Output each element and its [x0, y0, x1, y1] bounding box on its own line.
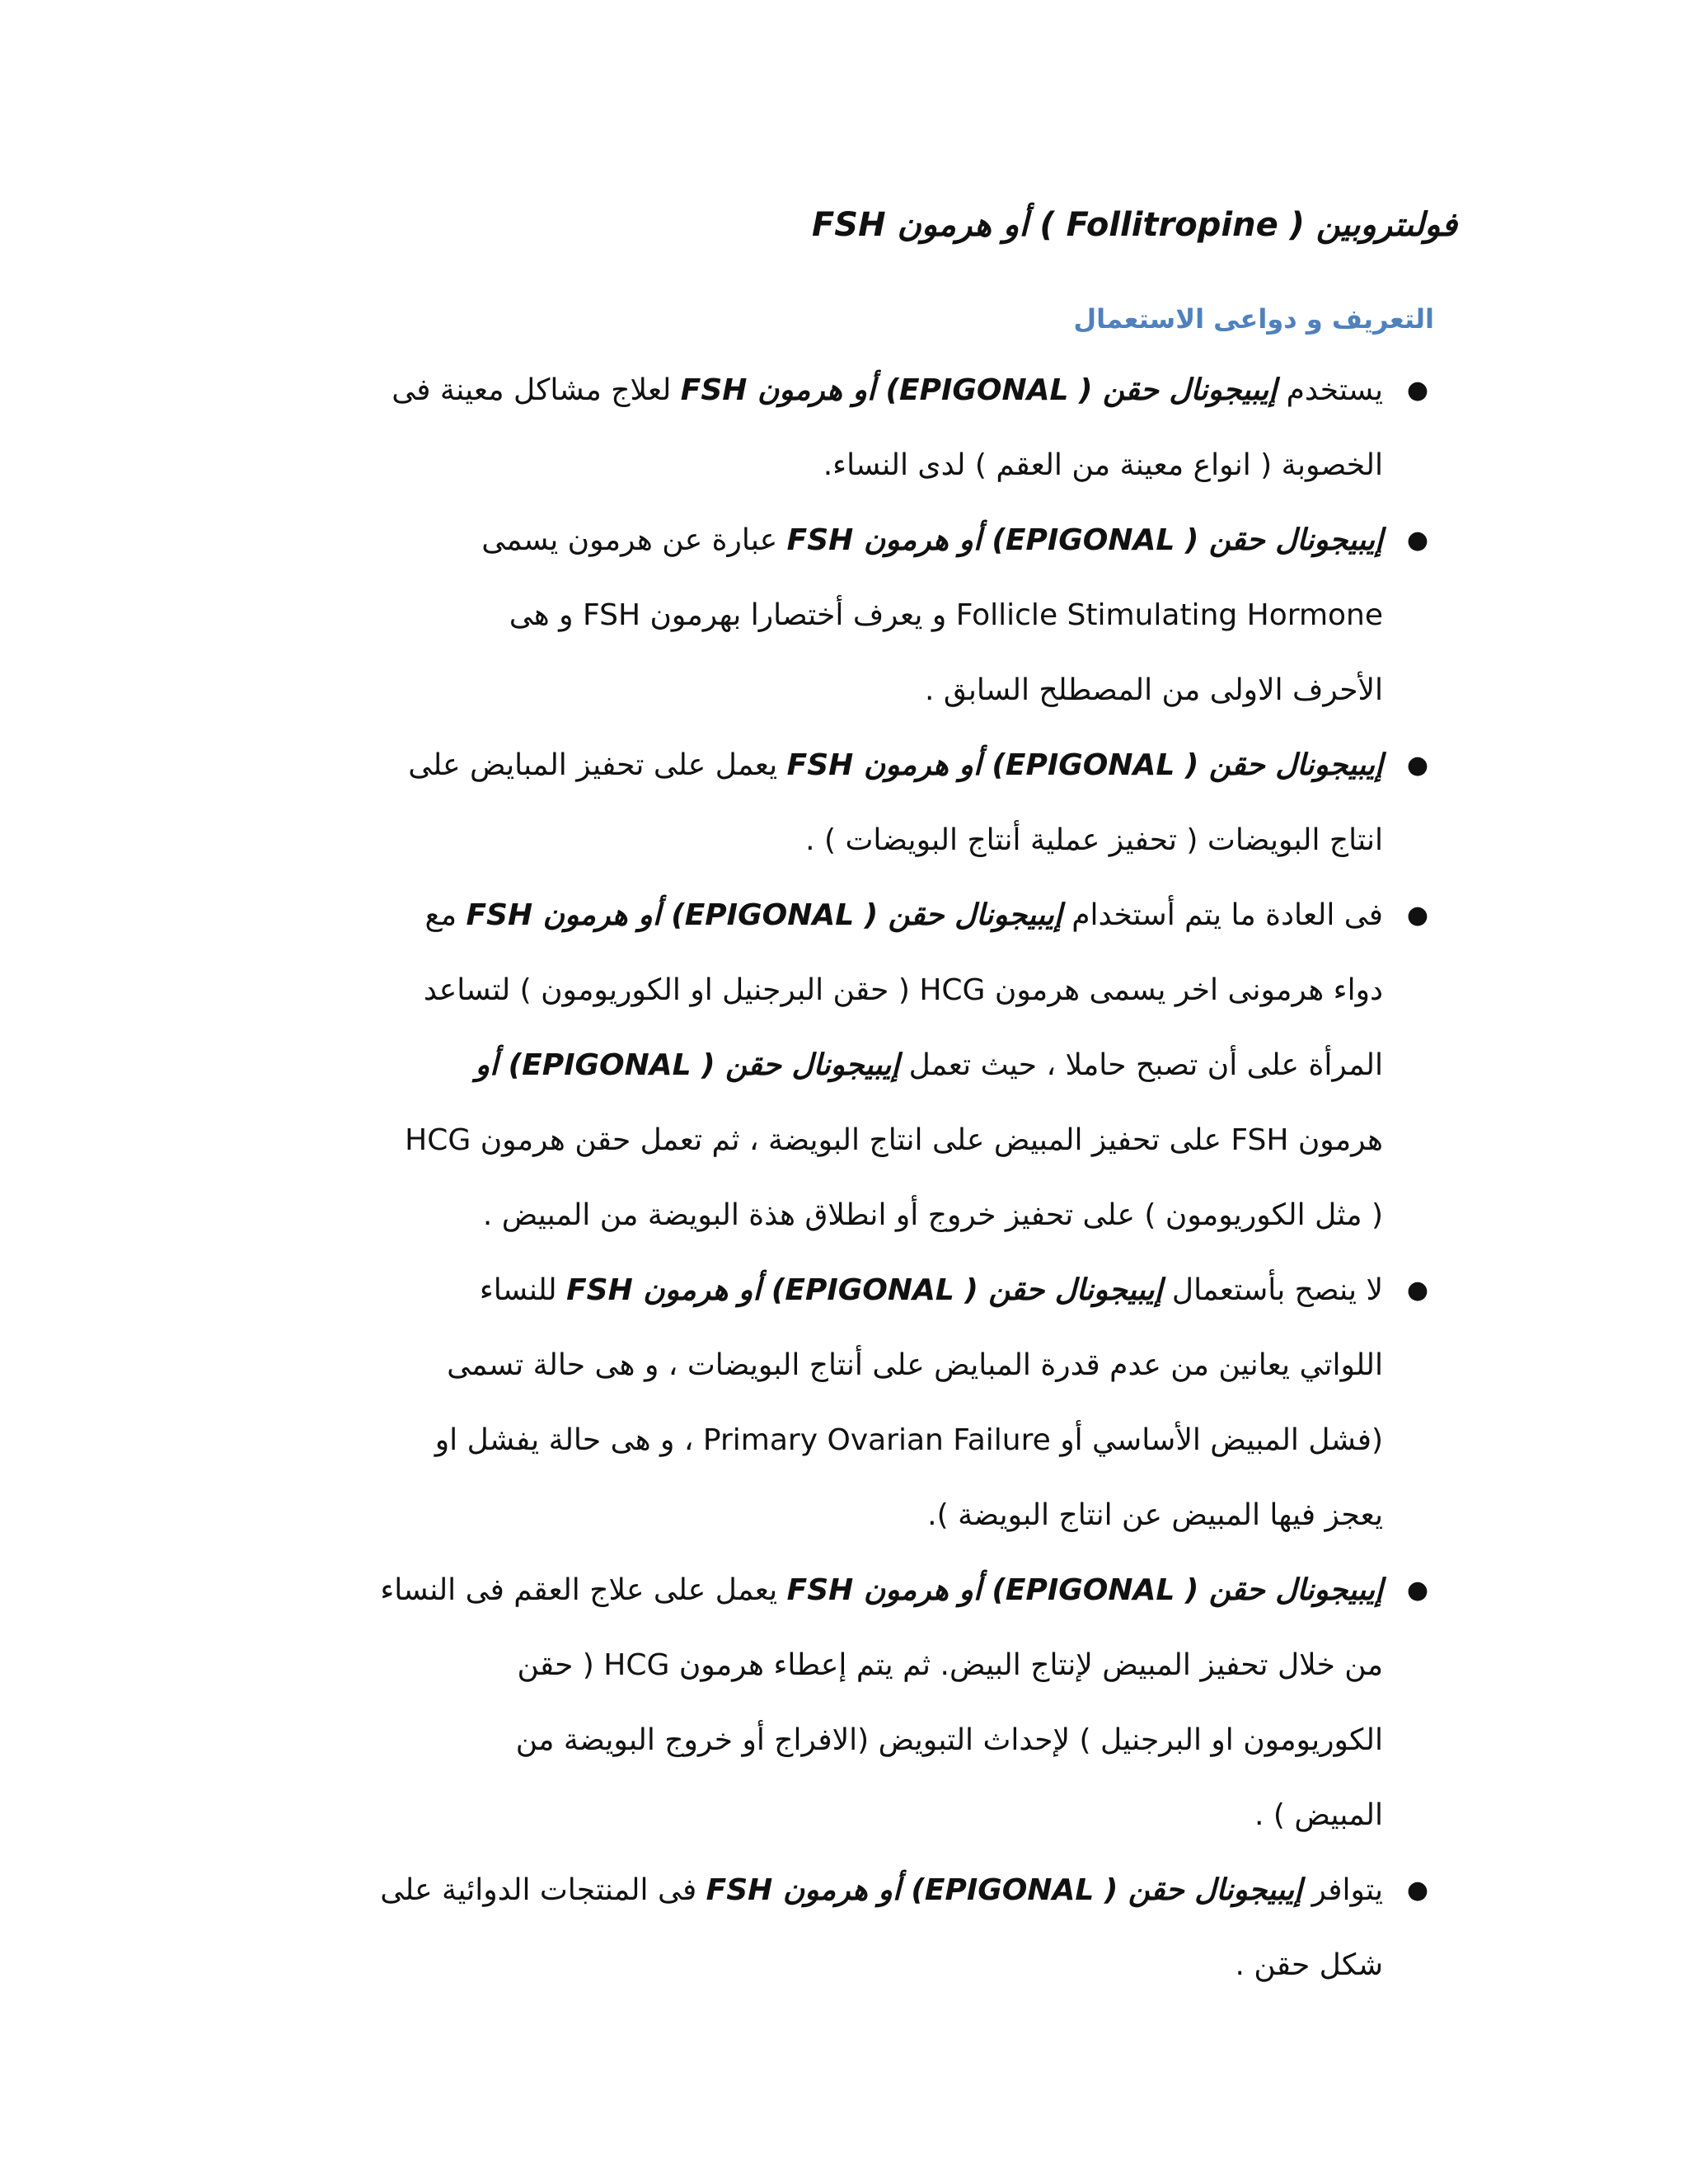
bullet-icon: ●: [1406, 901, 1429, 930]
list-item-line: هرمون FSH على تحفيز المبيض على انتاج البويضة ، ثم تعمل حقن هرمون HCG: [405, 1123, 1383, 1157]
drug-name: إيبيجونال حقن ( EPIGONAL) أو هرمون FSH: [706, 1873, 1302, 1907]
list-item: [213, 1253, 1449, 1553]
list-item-line: الكوريومون او البرجنيل ) لإحداث التبويض (الافراج أو خروج البويضة من: [515, 1723, 1383, 1757]
drug-name: إيبيجونال حقن ( EPIGONAL) أو: [475, 1048, 900, 1082]
list-item: [213, 1553, 1449, 1853]
list-item-line: فى العادة ما يتم أستخدام إيبيجونال حقن ( EPIGONAL) أو هرمون FSH مع: [424, 898, 1383, 932]
drug-name: إيبيجونال حقن ( EPIGONAL) أو هرمون FSH: [786, 748, 1383, 782]
list-item: [213, 1853, 1449, 2003]
bullet-icon: ●: [1406, 1876, 1429, 1905]
list-item-line: إيبيجونال حقن ( EPIGONAL) أو هرمون FSH عبارة عن هرمون يسمى: [481, 523, 1383, 557]
list-item: [213, 503, 1449, 728]
drug-name: إيبيجونال حقن ( EPIGONAL) أو هرمون FSH: [786, 523, 1383, 557]
list-item-line: الخصوبة ( انواع معينة من العقم ) لدى النساء.: [823, 448, 1383, 482]
list-item: [213, 878, 1449, 1253]
list-item-line: من خلال تحفيز المبيض لإنتاج البيض. ثم يتم إعطاء هرمون HCG ( حقن: [517, 1648, 1383, 1682]
list-item: [213, 353, 1449, 503]
list-item-line: المبيض ) .: [1254, 1798, 1383, 1832]
drug-name: إيبيجونال حقن ( EPIGONAL) أو هرمون FSH: [566, 1273, 1163, 1307]
bullet-icon: ●: [1406, 376, 1429, 405]
document-title: فولىتروبين ( Follitropine ) أو هرمون FSH: [811, 206, 1457, 244]
list-item-line: لا ينصح بأستعمال إيبيجونال حقن ( EPIGONAL) أو هرمون FSH للنساء: [479, 1273, 1383, 1307]
list-item-line: يتوافر إيبيجونال حقن ( EPIGONAL) أو هرمون FSH فى المنتجات الدوائية على: [380, 1873, 1383, 1907]
list-item-line: المرأة على أن تصبح حاملا ، حيث تعمل إيبيجونال حقن ( EPIGONAL) أو: [475, 1048, 1383, 1082]
bullet-icon: ●: [1406, 526, 1429, 555]
list-item-line: (فشل المبيض الأساسي أو Primary Ovarian Failure ، و هى حالة يفشل او: [434, 1423, 1383, 1457]
list-item: [213, 728, 1449, 878]
bullet-icon: ●: [1406, 1276, 1429, 1305]
bullet-icon: ●: [1406, 1576, 1429, 1605]
list-item-line: ( مثل الكوريومون ) على تحفيز خروج أو انطلاق هذة البويضة من المبيض .: [482, 1198, 1383, 1232]
drug-name: إيبيجونال حقن ( EPIGONAL) أو هرمون FSH: [680, 373, 1278, 407]
list-item-line: شكل حقن .: [1235, 1948, 1383, 1982]
list-item-line: دواء هرمونى اخر يسمى هرمون HCG ( حقن البرجنيل او الكوريومون ) لتساعد: [423, 973, 1383, 1007]
list-item-line: Follicle Stimulating Hormone و يعرف أختصارا بهرمون FSH و هى: [509, 598, 1383, 632]
list-item-line: إيبيجونال حقن ( EPIGONAL) أو هرمون FSH يعمل على تحفيز المبايض على: [408, 748, 1383, 782]
drug-name: إيبيجونال حقن ( EPIGONAL) أو هرمون FSH: [786, 1573, 1383, 1607]
list-item-line: يعجز فيها المبيض عن انتاج البويضة ).: [927, 1498, 1383, 1532]
section-heading: التعريف و دواعى الاستعمال: [1073, 303, 1434, 335]
list-item-line: يستخدم إيبيجونال حقن ( EPIGONAL) أو هرمون FSH لعلاج مشاكل معينة فى: [392, 373, 1383, 407]
list-item-line: اللواتي يعانين من عدم قدرة المبايض على أنتاج البويضات ، و هى حالة تسمى: [447, 1348, 1383, 1382]
list-item-line: الأحرف الاولى من المصطلح السابق .: [925, 673, 1383, 707]
bullet-list: [213, 353, 1449, 2003]
drug-name: إيبيجونال حقن ( EPIGONAL) أو هرمون FSH: [466, 898, 1062, 932]
list-item-line: إيبيجونال حقن ( EPIGONAL) أو هرمون FSH يعمل على علاج العقم فى النساء: [380, 1573, 1383, 1607]
list-item-line: انتاج البويضات ( تحفيز عملية أنتاج البويضات ) .: [805, 823, 1383, 857]
bullet-icon: ●: [1406, 751, 1429, 780]
